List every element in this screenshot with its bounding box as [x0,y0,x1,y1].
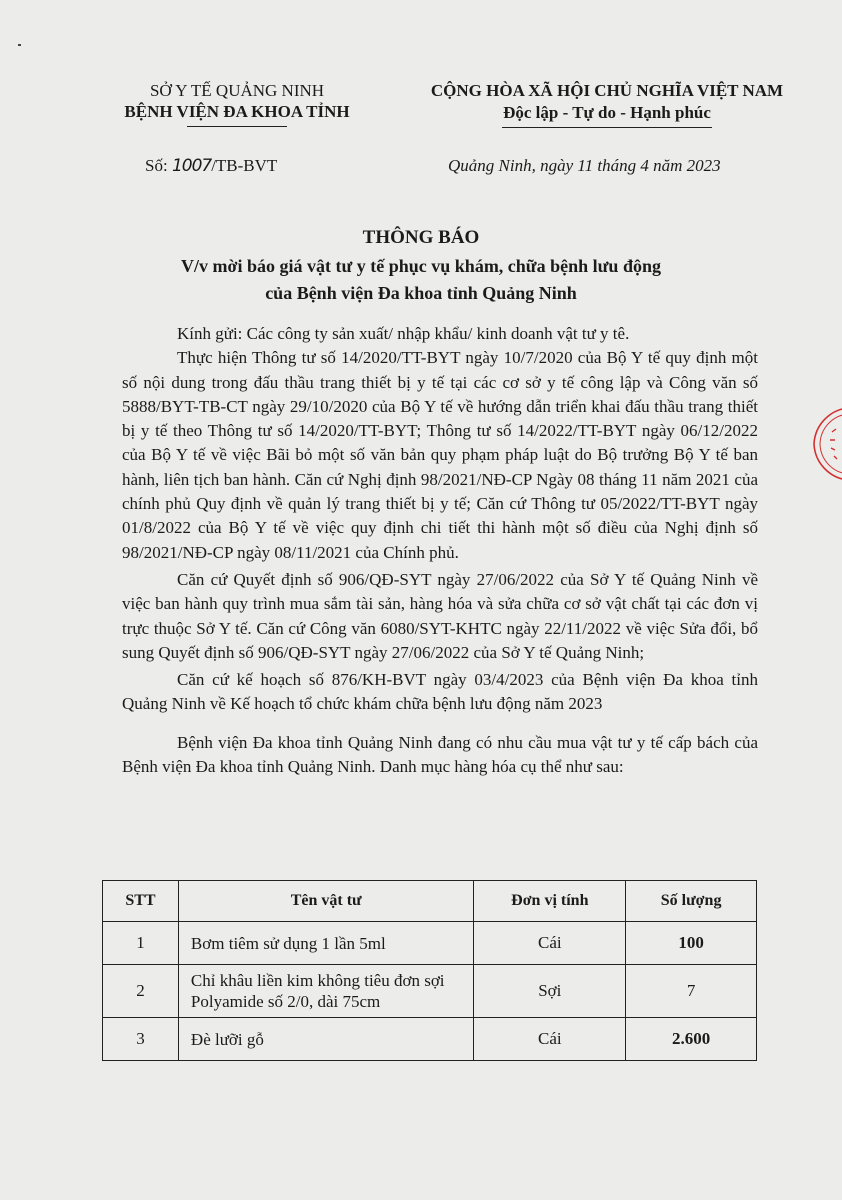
document-title: THÔNG BÁO [362,227,480,248]
row-unit: Cái [474,922,626,965]
row-quantity: 100 [626,922,757,965]
row-name: Đè lưỡi gỗ [178,1018,474,1061]
document-number [145,156,277,176]
body-text [122,322,758,779]
issue-date: Quảng Ninh, ngày 11 tháng 4 năm 2023 [448,156,721,175]
header-name: Tên vật tư [178,881,474,922]
row-name: Bơm tiêm sử dụng 1 lần 5ml [178,922,474,965]
scan-speck [18,44,21,46]
row-stt: 2 [103,965,179,1018]
motto-underline [502,127,712,128]
number-prefix: Số: [145,156,172,175]
handwritten-number: 1007 [171,156,212,176]
salutation: Kính gửi: Các công ty sản xuất/ nhập khẩu/ kinh doanh vật tư y tê. [177,324,630,343]
row-unit: Sợi [474,965,626,1018]
paragraph-decision: Căn cứ Quyết định số 906/QĐ-SYT ngày 27/06/2022 của Sở Y tế Quảng Ninh về việc ban hành quy trình mua sắm tài sản, hàng hóa và sửa chữa cơ sở vật chất tại các đơn vị trực thuộc Sở Y tế. Căn cứ Công văn 6080/SYT-KHTC ngày 22/11/2022 về việc Sửa đổi, bổ sung Quyết định số 906/QĐ-SYT ngày 27/06/2022 của Sở Y tế Quảng Ninh; [122,569,758,662]
national-motto: Độc lập - Tự do - Hạnh phúc [503,103,711,122]
national-header [400,80,814,128]
row-name: Chỉ khâu liền kim không tiêu đơn sợi Polyamide số 2/0, dài 75cm [178,965,474,1018]
paragraph-legal-basis: Thực hiện Thông tư số 14/2020/TT-BYT ngày 10/7/2020 của Bộ Y tế quy định một số nội dung trong đấu thầu trang thiết bị y tế tại các cơ sở y tế công lập và Công văn số 5888/BYT-TB-CT ngày 29/10/2020 của Bộ Y tế về hướng dẫn triển khai đấu thầu trang thiết bị y tế theo Thông tư số 14/2020/TT-BYT; Thông tư số 14/2022/TT-BYT ngày 06/12/2022 của Bộ Y tế về việc Bãi bỏ một số văn bản quy phạm pháp luật do Bộ trưởng Bộ Y tế ban hành, liên tịch ban hành. Căn cứ Nghị định 98/2021/NĐ-CP Ngày 08 tháng 11 năm 2021 của chính phủ Quy định về quản lý trang thiết bị y tế; Căn cứ Thông tư 05/2022/TT-BYT ngày 01/8/2022 của Bộ Y tế về việc quy định chi tiết thi hành một số điều của Nghị định số 98/2021/NĐ-CP ngày 08/11/2021 của Chính phủ. [122,348,758,562]
table-row [103,1018,757,1061]
header-quantity: Số lượng [626,881,757,922]
paragraph-request: Bệnh viện Đa khoa tỉnh Quảng Ninh đang có nhu cầu mua vật tư y tế cấp bách của Bệnh viện Đa khoa tỉnh Quảng Ninh. Danh mục hàng hóa cụ thể như sau: [122,732,758,777]
red-stamp-fragment [808,404,842,484]
subject-line-2: của Bệnh viện Đa khoa tỉnh Quảng Ninh [265,283,577,303]
row-quantity: 2.600 [626,1018,757,1061]
table-row [103,922,757,965]
row-quantity: 7 [626,965,757,1018]
unit-name: BỆNH VIỆN ĐA KHOA TỈNH [124,102,350,121]
row-stt: 3 [103,1018,179,1061]
header-unit: Đơn vị tính [474,881,626,922]
row-unit: Cái [474,1018,626,1061]
table-header-row [103,881,757,922]
header-stt: STT [103,881,179,922]
country-name: CỘNG HÒA XÃ HỘI CHỦ NGHĨA VIỆT NAM [430,81,784,100]
number-suffix: /TB-BVT [211,156,278,175]
table-row [103,965,757,1018]
issuer-header [92,80,382,127]
row-stt: 1 [103,922,179,965]
subject-line-1: V/v mời báo giá vật tư y tế phục vụ khám, chữa bệnh lưu động [181,256,661,276]
materials-table [102,880,757,1061]
paragraph-plan: Căn cứ kế hoạch số 876/KH-BVT ngày 03/4/2023 của Bệnh viện Đa khoa tỉnh Quảng Ninh về Kế hoạch tổ chức khám chữa bệnh lưu động năm 2023 [122,670,758,714]
issuer-underline [187,126,287,127]
agency-name: SỞ Y TẾ QUẢNG NINH [149,81,325,100]
